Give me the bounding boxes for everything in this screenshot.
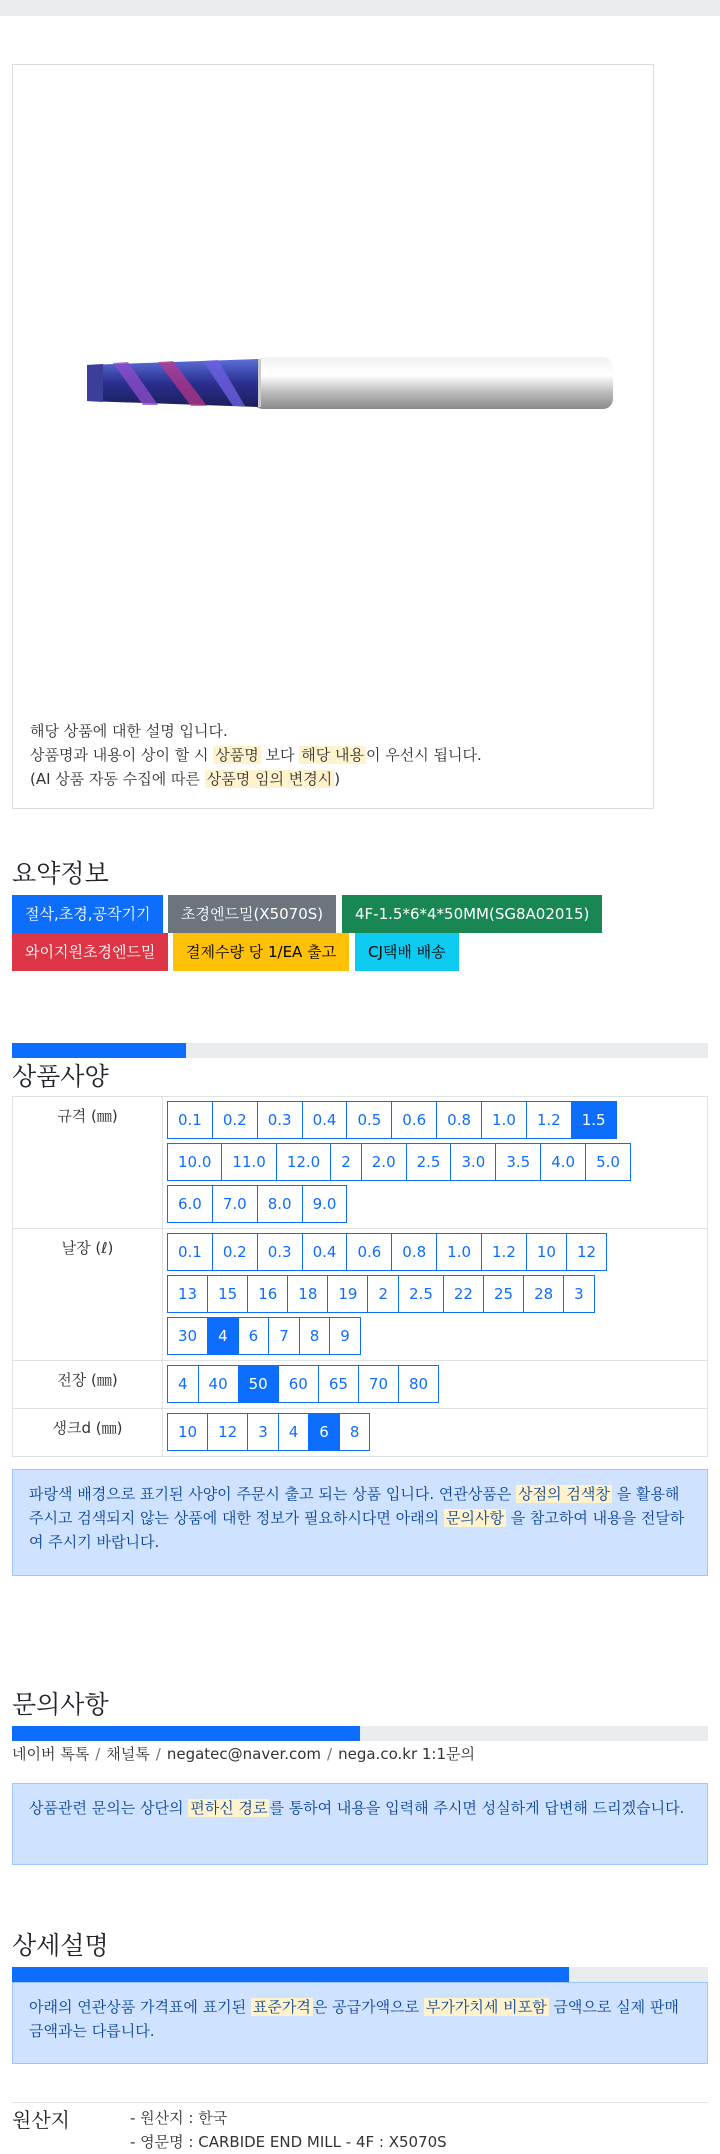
spec-option-button[interactable]: 5.0 bbox=[585, 1143, 631, 1181]
link-email[interactable]: negatec@naver.com bbox=[166, 1745, 322, 1763]
badge-product-line: 초경엔드밀(X5070S) bbox=[168, 895, 336, 933]
origin-divider bbox=[12, 2102, 708, 2103]
badge-model: 4F-1.5*6*4*50MM(SG8A02015) bbox=[342, 895, 602, 933]
spec-option-button[interactable]: 2.5 bbox=[406, 1143, 452, 1181]
desc-text: 보다 bbox=[260, 746, 300, 764]
spec-option-button[interactable]: 0.1 bbox=[167, 1233, 213, 1271]
spec-option-button[interactable]: 2 bbox=[367, 1275, 399, 1313]
spec-option-button[interactable]: 11.0 bbox=[221, 1143, 276, 1181]
option-group bbox=[167, 1275, 703, 1313]
spec-option-button[interactable]: 60 bbox=[278, 1365, 319, 1403]
highlight-name-change: 상품명 임의 변경시 bbox=[206, 770, 333, 788]
notice-text: 상품관련 문의는 상단의 bbox=[29, 1799, 189, 1817]
summary-title: 요약정보 bbox=[12, 859, 109, 888]
badge-brand: 와이지원초경엔드밀 bbox=[12, 933, 168, 971]
link-website-inquiry[interactable]: nega.co.kr 1:1문의 bbox=[338, 1745, 475, 1763]
notice-text: 아래의 연관상품 가격표에 표기된 bbox=[29, 1998, 251, 2016]
highlight-product-name: 상품명 bbox=[215, 746, 259, 764]
highlight-content: 해당 내용 bbox=[301, 746, 364, 764]
inquiry-title: 문의사항 bbox=[12, 1690, 109, 1719]
spec-notice bbox=[12, 1469, 708, 1576]
spec-option-button[interactable]: 0.2 bbox=[212, 1233, 258, 1271]
spec-row bbox=[13, 1409, 708, 1457]
notice-text: 를 통하여 내용을 입력해 주시면 성실하게 답변해 드리겠습니다. bbox=[269, 1799, 685, 1817]
notice-text: 은 공급가액으로 bbox=[312, 1998, 424, 2016]
spec-options bbox=[163, 1229, 708, 1361]
spec-option-button[interactable]: 2.5 bbox=[398, 1275, 444, 1313]
spec-option-button[interactable]: 40 bbox=[198, 1365, 239, 1403]
option-group bbox=[167, 1185, 703, 1223]
spec-progress-bar bbox=[12, 1043, 186, 1058]
spec-option-button[interactable]: 12 bbox=[566, 1233, 607, 1271]
option-group bbox=[167, 1101, 703, 1139]
spec-option-button[interactable]: 2.0 bbox=[361, 1143, 407, 1181]
spec-option-button[interactable]: 3.0 bbox=[450, 1143, 496, 1181]
spec-option-button[interactable]: 30 bbox=[167, 1317, 208, 1355]
spec-row bbox=[13, 1097, 708, 1229]
spec-option-button[interactable]: 70 bbox=[358, 1365, 399, 1403]
origin-list bbox=[130, 2106, 447, 2154]
spec-options bbox=[163, 1361, 708, 1409]
spec-option-button[interactable]: 0.1 bbox=[167, 1101, 213, 1139]
spec-option-button[interactable]: 10 bbox=[167, 1413, 208, 1451]
product-description bbox=[30, 719, 482, 791]
spec-option-button[interactable]: 6.0 bbox=[167, 1185, 213, 1223]
detail-notice bbox=[12, 1982, 708, 2064]
spec-option-button[interactable]: 0.6 bbox=[391, 1101, 437, 1139]
spec-option-button[interactable]: 1.0 bbox=[481, 1101, 527, 1139]
origin-english-name: - 영문명 : CARBIDE END MILL - 4F : X5070S bbox=[130, 2133, 447, 2151]
spec-option-button[interactable]: 9 bbox=[329, 1317, 361, 1355]
product-card bbox=[12, 64, 654, 809]
desc-line-1 bbox=[30, 719, 482, 743]
spec-option-button[interactable]: 13 bbox=[167, 1275, 208, 1313]
notice-text: 을 활용해 주시고 검색되지 않는 상품에 대한 정보가 필요하시다면 아래의 bbox=[29, 1485, 680, 1527]
spec-table bbox=[12, 1096, 708, 1457]
link-channel-talk[interactable]: 채널톡 bbox=[106, 1745, 150, 1763]
spec-option-button[interactable]: 0.4 bbox=[302, 1233, 348, 1271]
spec-option-button[interactable]: 1.5 bbox=[571, 1101, 617, 1139]
spec-label: 생크d (㎜) bbox=[13, 1409, 163, 1457]
option-group bbox=[167, 1365, 703, 1403]
option-group bbox=[167, 1143, 703, 1181]
spec-label: 날장 (ℓ) bbox=[13, 1229, 163, 1361]
option-group bbox=[167, 1317, 703, 1355]
spec-option-button[interactable]: 4 bbox=[167, 1365, 199, 1403]
origin-country: - 원산지 : 한국 bbox=[130, 2109, 228, 2127]
spec-option-button[interactable]: 16 bbox=[247, 1275, 288, 1313]
contact-links: 네이버 톡톡 / 채널톡 / negatec@naver.com / nega.co.kr 1:1문의 bbox=[12, 1745, 475, 1763]
inquiry-progress-bar bbox=[12, 1726, 360, 1741]
spec-option-button[interactable]: 0.6 bbox=[346, 1233, 392, 1271]
badge-shipping: CJ택배 배송 bbox=[355, 933, 459, 971]
spec-option-button[interactable]: 28 bbox=[523, 1275, 564, 1313]
highlight-inquiry: 문의사항 bbox=[445, 1509, 504, 1527]
spec-option-button[interactable]: 4.0 bbox=[540, 1143, 586, 1181]
spec-option-button[interactable]: 0.3 bbox=[257, 1101, 303, 1139]
desc-line-3 bbox=[30, 767, 482, 791]
spec-option-button[interactable]: 6 bbox=[308, 1413, 340, 1451]
spec-option-button[interactable]: 15 bbox=[207, 1275, 248, 1313]
spec-option-button[interactable]: 12.0 bbox=[276, 1143, 331, 1181]
detail-title: 상세설명 bbox=[12, 1931, 109, 1960]
desc-text: 이 우선시 됩니다. bbox=[365, 746, 482, 764]
badge-category: 절삭,초경,공작기기 bbox=[12, 895, 163, 933]
highlight-standard-price: 표준가격 bbox=[252, 1998, 311, 2016]
spec-option-button[interactable]: 0.2 bbox=[212, 1101, 258, 1139]
highlight-route: 편하신 경로 bbox=[190, 1799, 268, 1817]
link-naver-talktalk[interactable]: 네이버 톡톡 bbox=[12, 1745, 90, 1763]
spec-progress bbox=[12, 1043, 708, 1058]
desc-text: (AI 상품 자동 수집에 따른 bbox=[30, 770, 205, 788]
spec-option-button[interactable]: 19 bbox=[327, 1275, 368, 1313]
spec-option-button[interactable]: 4 bbox=[207, 1317, 239, 1355]
spec-option-button[interactable]: 8 bbox=[299, 1317, 331, 1355]
highlight-search: 상점의 검색창 bbox=[518, 1485, 610, 1503]
inquiry-progress bbox=[12, 1726, 708, 1741]
spec-option-button[interactable]: 2 bbox=[330, 1143, 362, 1181]
notice-text: 금액으로 실제 판매금액과는 다릅니다. bbox=[29, 1998, 679, 2040]
spec-option-button[interactable]: 0.4 bbox=[302, 1101, 348, 1139]
detail-progress bbox=[12, 1967, 708, 1982]
spec-option-button[interactable]: 10.0 bbox=[167, 1143, 222, 1181]
spec-option-button[interactable]: 3 bbox=[563, 1275, 595, 1313]
spec-option-button[interactable]: 8 bbox=[339, 1413, 371, 1451]
spec-option-button[interactable]: 12 bbox=[207, 1413, 248, 1451]
spec-option-button[interactable]: 0.8 bbox=[391, 1233, 437, 1271]
spec-option-button[interactable]: 1.2 bbox=[526, 1101, 572, 1139]
spec-option-button[interactable]: 7 bbox=[268, 1317, 300, 1355]
badge-quantity: 결제수량 당 1/EA 출고 bbox=[173, 933, 349, 971]
spec-option-button[interactable]: 1.0 bbox=[436, 1233, 482, 1271]
desc-text: ) bbox=[334, 770, 341, 788]
spec-option-button[interactable]: 0.8 bbox=[436, 1101, 482, 1139]
desc-text: 상품명과 내용이 상이 할 시 bbox=[30, 746, 214, 764]
spec-label: 규격 (㎜) bbox=[13, 1097, 163, 1229]
spec-label: 전장 (㎜) bbox=[13, 1361, 163, 1409]
spec-option-button[interactable]: 9.0 bbox=[302, 1185, 348, 1223]
spec-option-button[interactable]: 4 bbox=[278, 1413, 310, 1451]
spec-options bbox=[163, 1097, 708, 1229]
desc-line-2 bbox=[30, 743, 482, 767]
spec-option-button[interactable]: 0.5 bbox=[346, 1101, 392, 1139]
spec-option-button[interactable]: 25 bbox=[483, 1275, 524, 1313]
spec-row bbox=[13, 1229, 708, 1361]
spec-option-button[interactable]: 3.5 bbox=[495, 1143, 541, 1181]
top-bar bbox=[0, 0, 720, 16]
origin-title: 원산지 bbox=[12, 2108, 70, 2132]
spec-option-button[interactable]: 18 bbox=[287, 1275, 328, 1313]
option-group bbox=[167, 1413, 703, 1451]
spec-option-button[interactable]: 22 bbox=[443, 1275, 484, 1313]
spec-title: 상품사양 bbox=[12, 1062, 109, 1091]
spec-option-button[interactable]: 6 bbox=[238, 1317, 270, 1355]
spec-option-button[interactable]: 50 bbox=[238, 1365, 279, 1403]
highlight-vat-excluded: 부가가치세 비포함 bbox=[425, 1998, 547, 2016]
spec-option-button[interactable]: 3 bbox=[247, 1413, 279, 1451]
carbide-end-mill-image bbox=[73, 335, 643, 435]
spec-option-button[interactable]: 8.0 bbox=[257, 1185, 303, 1223]
detail-progress-bar bbox=[12, 1967, 569, 1982]
notice-text: 파랑색 배경으로 표기된 사양이 주문시 출고 되는 상품 입니다. 연관상품은 bbox=[29, 1485, 517, 1503]
spec-option-button[interactable]: 7.0 bbox=[212, 1185, 258, 1223]
spec-option-button[interactable]: 80 bbox=[398, 1365, 439, 1403]
option-group bbox=[167, 1233, 703, 1271]
spec-options bbox=[163, 1409, 708, 1457]
spec-option-button[interactable]: 1.2 bbox=[481, 1233, 527, 1271]
spec-row bbox=[13, 1361, 708, 1409]
desc-text: 해당 상품에 대한 설명 입니다. bbox=[30, 722, 228, 740]
inquiry-notice bbox=[12, 1783, 708, 1865]
spec-option-button[interactable]: 0.3 bbox=[257, 1233, 303, 1271]
notice-text: 을 참고하여 내용을 전달하여 주시기 바랍니다. bbox=[29, 1509, 685, 1551]
spec-option-button[interactable]: 10 bbox=[526, 1233, 567, 1271]
spec-option-button[interactable]: 65 bbox=[318, 1365, 359, 1403]
